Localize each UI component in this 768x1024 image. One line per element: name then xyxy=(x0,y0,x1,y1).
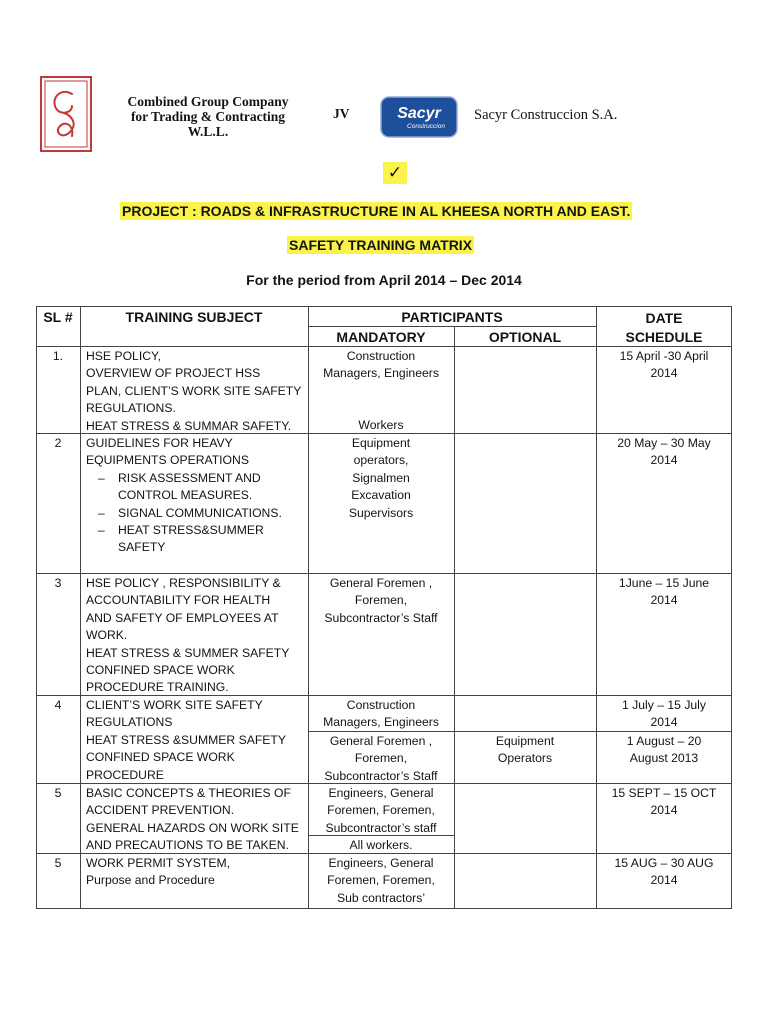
row-mandatory-foremen xyxy=(308,733,454,785)
row-subject xyxy=(86,435,296,557)
date-line: 15 SEPT – 15 OCT xyxy=(611,786,717,800)
row-date xyxy=(596,785,732,820)
subject-line: EQUIPMENTS OPERATIONS xyxy=(86,453,249,468)
subject-line: CLIENT’S WORK SITE SAFETY xyxy=(86,698,263,712)
mandatory-line: Engineers, General xyxy=(328,786,434,800)
training-matrix-table xyxy=(36,306,732,909)
subject-bullet: – SIGNAL COMMUNICATIONS. xyxy=(86,505,296,522)
date-line: 2014 xyxy=(650,803,678,818)
row-optional xyxy=(454,733,596,768)
row-subject xyxy=(86,855,344,890)
optional-line: Equipment xyxy=(495,734,555,748)
date-line: 20 May – 30 May xyxy=(617,436,711,450)
header-participants: PARTICIPANTS xyxy=(401,309,503,325)
subject-line: WORK PERMIT SYSTEM, xyxy=(86,856,231,870)
mandatory-line: Excavation xyxy=(351,488,411,503)
header-schedule: SCHEDULE xyxy=(625,329,703,345)
mandatory-line: Foremen, Foremen, xyxy=(327,803,435,818)
sacyr-logo-subtext: Construccion xyxy=(407,123,445,130)
date-line: 1 July – 15 July xyxy=(621,698,706,712)
mandatory-line: Subcontractor’s Staff xyxy=(324,768,438,783)
header-sl: SL # xyxy=(43,309,73,325)
company-name-line1: Combined Group Company xyxy=(127,94,289,109)
row-mandatory xyxy=(308,575,454,627)
partner-name: Sacyr Construccion S.A. xyxy=(474,107,618,123)
subject-line: HSE POLICY , RESPONSIBILITY & xyxy=(86,576,281,590)
subject-line: PLAN, CLIENT’S WORK SITE SAFETY xyxy=(86,383,302,398)
company-name-line2: for Trading & Contracting xyxy=(130,109,286,124)
mandatory-line: Construction xyxy=(346,698,416,712)
row-date xyxy=(596,348,732,383)
row-mandatory xyxy=(308,435,454,522)
row-date xyxy=(596,435,732,470)
mandatory-line: Construction xyxy=(346,349,416,363)
row-subject xyxy=(86,697,344,784)
sacyr-logo-icon xyxy=(380,96,458,138)
mandatory-line: Managers, Engineers xyxy=(323,366,439,381)
subject-line: GUIDELINES FOR HEAVY xyxy=(86,436,233,450)
subject-line: AND PRECAUTIONS TO BE TAKEN. xyxy=(86,838,289,853)
date-line: 1 August – 20 xyxy=(626,734,702,748)
subject-line: GENERAL HAZARDS ON WORK SITE xyxy=(86,820,299,835)
subject-line: Purpose and Procedure xyxy=(86,873,215,888)
date-line: 15 April -30 April xyxy=(619,349,709,363)
mandatory-line: operators, xyxy=(353,453,409,468)
subject-line: ACCOUNTABILITY FOR HEALTH xyxy=(86,593,271,608)
mandatory-line: Supervisors xyxy=(348,505,414,520)
row-sl: 5 xyxy=(54,856,62,870)
company-name xyxy=(108,94,308,139)
subject-line: HSE POLICY, xyxy=(86,349,161,363)
header-date-schedule xyxy=(596,309,732,347)
row-mandatory-workers: Workers xyxy=(358,418,404,432)
date-line: 1June – 15 June xyxy=(618,576,710,590)
subject-bullet: – HEAT STRESS&SUMMER SAFETY xyxy=(86,522,296,557)
row-sl: 1. xyxy=(52,349,64,363)
row-mandatory xyxy=(308,348,454,383)
row-subject xyxy=(86,348,344,435)
date-line: 2014 xyxy=(650,453,678,468)
check-mark-icon: ✓ xyxy=(383,162,407,184)
row-subject xyxy=(86,575,344,697)
subject-line: HEAT STRESS &SUMMER SAFETY xyxy=(86,732,286,747)
subject-line: HEAT STRESS & SUMMER SAFETY xyxy=(86,645,290,660)
row-mandatory xyxy=(308,855,454,907)
row-date-august xyxy=(596,733,732,768)
company-name-line3: W.L.L. xyxy=(187,124,229,139)
header-optional: OPTIONAL xyxy=(488,329,562,345)
row-mandatory xyxy=(308,785,454,837)
mandatory-line: Equipment xyxy=(351,436,411,450)
mandatory-line: Managers, Engineers xyxy=(323,715,439,730)
mandatory-line: Subcontractor’s Staff xyxy=(324,610,438,625)
row-date xyxy=(596,855,732,890)
date-line: 2014 xyxy=(650,715,678,730)
mandatory-line: Signalmen xyxy=(352,470,410,485)
subject-line: BASIC CONCEPTS & THEORIES OF xyxy=(86,786,291,800)
cg-logo xyxy=(40,76,92,152)
mandatory-line: Subcontractor’s staff xyxy=(325,820,437,835)
date-line: 15 AUG – 30 AUG xyxy=(614,856,714,870)
subject-bullet: – RISK ASSESSMENT AND CONTROL MEASURES. xyxy=(86,470,296,505)
period-title: For the period from April 2014 – Dec 2014 xyxy=(246,272,522,288)
date-line: 2014 xyxy=(650,593,678,608)
header-mandatory: MANDATORY xyxy=(336,329,426,345)
jv-label: JV xyxy=(333,106,350,121)
date-line: 2014 xyxy=(650,366,678,381)
row-date xyxy=(596,575,732,610)
sacyr-logo xyxy=(380,96,458,138)
subject-line: OVERVIEW OF PROJECT HSS xyxy=(86,366,261,381)
subject-line: CONFINED SPACE WORK xyxy=(86,750,235,765)
subject-line: WORK. xyxy=(86,628,128,643)
date-line: August 2013 xyxy=(629,751,699,766)
subject-line: HEAT STRESS & SUMMAR SAFETY. xyxy=(86,418,292,433)
subject-line: AND SAFETY OF EMPLOYEES AT xyxy=(86,610,279,625)
mandatory-line: Foremen, Foremen, xyxy=(327,873,435,888)
header-date: DATE xyxy=(645,310,683,326)
subject-line: PROCEDURE xyxy=(86,767,164,782)
sacyr-logo-text: Sacyr xyxy=(397,105,441,122)
row-date xyxy=(596,697,732,732)
date-line: 2014 xyxy=(650,873,678,888)
mandatory-line: Engineers, General xyxy=(328,856,434,870)
subject-line: REGULATIONS xyxy=(86,715,173,730)
subject-line: REGULATIONS. xyxy=(86,401,176,416)
subject-line: CONFINED SPACE WORK xyxy=(86,663,235,678)
mandatory-line: Foremen, xyxy=(354,751,408,766)
cg-monogram-icon xyxy=(42,78,90,150)
mandatory-line: General Foremen , xyxy=(329,576,433,590)
optional-line: Operators xyxy=(497,751,553,766)
mandatory-line: General Foremen , xyxy=(329,734,433,748)
row-mandatory xyxy=(308,697,454,732)
subject-line: PROCEDURE TRAINING. xyxy=(86,680,229,695)
mandatory-line: Sub contractors’ xyxy=(336,890,426,905)
header-training-subject: TRAINING SUBJECT xyxy=(125,309,263,325)
row-sl: 5 xyxy=(54,786,62,800)
row-sl: 4 xyxy=(54,698,62,712)
matrix-title: SAFETY TRAINING MATRIX xyxy=(289,237,473,253)
mandatory-line: Foremen, xyxy=(354,593,408,608)
project-title: PROJECT : ROADS & INFRASTRUCTURE IN AL KHEESA NORTH AND EAST. xyxy=(122,203,631,219)
row-sl: 2 xyxy=(54,436,62,450)
subject-line: ACCIDENT PREVENTION. xyxy=(86,803,235,818)
row-subject xyxy=(86,785,344,855)
row-sl: 3 xyxy=(54,576,62,590)
row-mandatory-all-workers: All workers. xyxy=(349,838,413,852)
